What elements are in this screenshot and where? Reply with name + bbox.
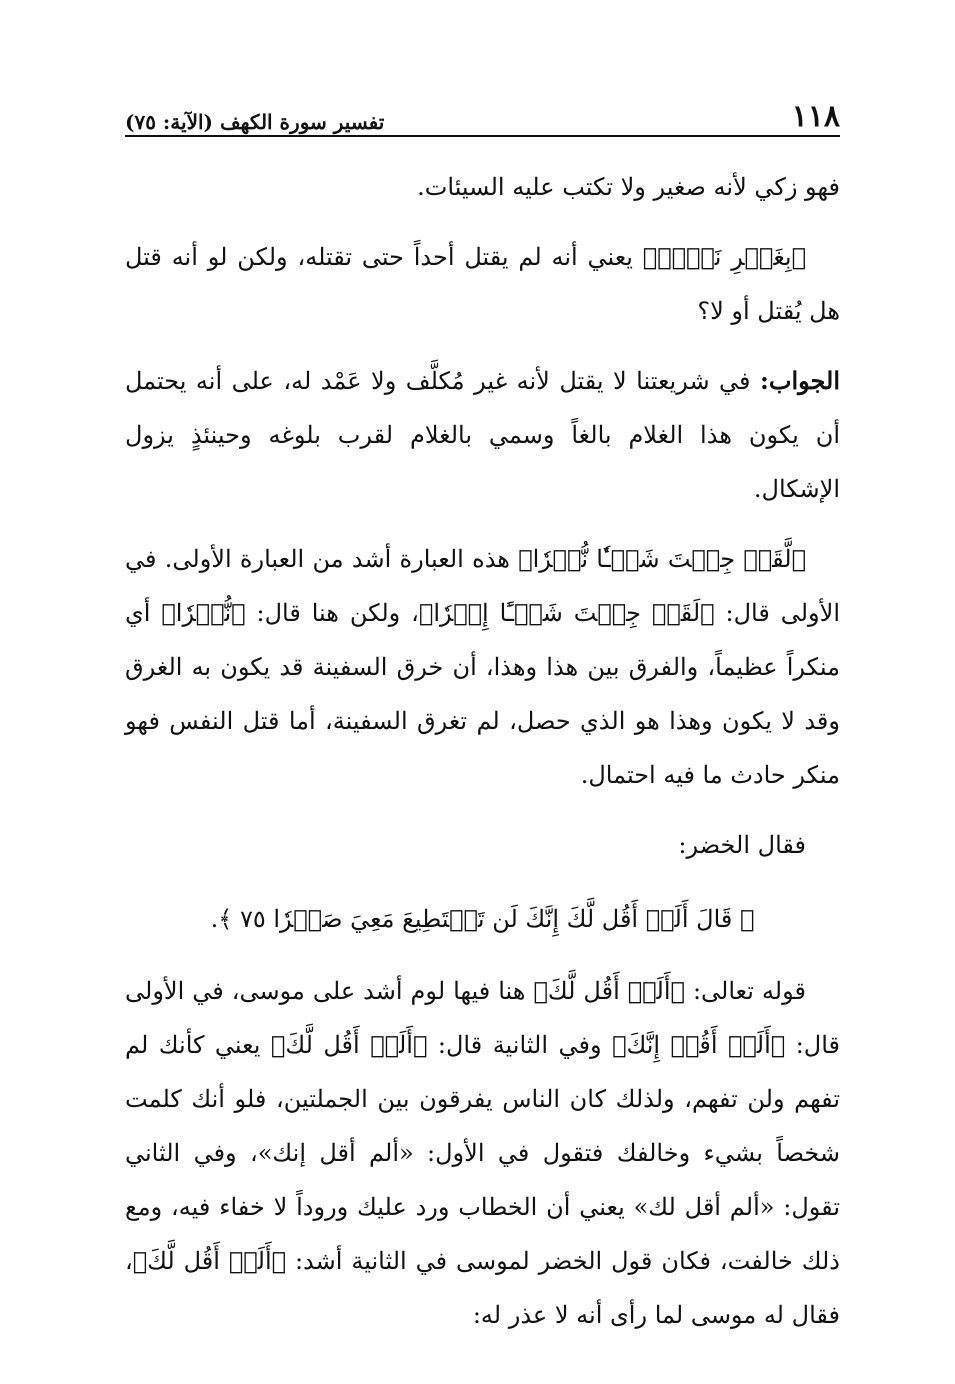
paragraph-4: ﴿لَّقَدۡ جِئۡتَ شَيۡـٔٗا نُّكۡرٗا﴾ هذه العبارة أشد من العبارة الأولى. في الأولى قال: ﴿لَقَدۡ جِئۡتَ شَيۡـًٔا إِمۡرٗا﴾، ولكن هنا قال: ﴿نُّكۡرٗا﴾ أي منكراً عظيماً، والفرق بين هذا وهذا، أن خرق السفينة قد يكون به الغرق وقد لا يكون وهذا هو الذي حصل، لم تغرق السفينة، أما قتل النفس فهو منكر حادث ما فيه احتمال. xyxy=(125,545,840,789)
page-number: ١١٨ xyxy=(791,99,840,134)
paragraph-5: فقال الخضر: xyxy=(678,831,806,859)
paragraph-1: فهو زكي لأنه صغير ولا تكتب عليه السيئات. xyxy=(417,173,840,201)
paragraph-3 xyxy=(125,354,840,516)
page-header xyxy=(125,88,840,132)
answer-label: الجواب: xyxy=(760,366,840,395)
running-title: تفسير سورة الكهف (الآية: ٧٥) xyxy=(125,110,385,134)
header-rule xyxy=(125,135,840,137)
body-text xyxy=(125,160,840,1358)
quran-verse: ﴿ قَالَ أَلَمۡ أَقُل لَّكَ إِنَّكَ لَن تَسۡتَطِيعَ مَعِيَ صَبۡرٗا ٧٥ ﴾. xyxy=(210,905,755,933)
paragraph-3-text: في شريعتنا لا يقتل لأنه غير مُكلَّف ولا عَمْد له، على أنه يحتمل أن يكون هذا الغلام بالغاً وسمي بالغلام لقرب بلوغه وحينئذٍ يزول الإشكال. xyxy=(125,367,840,503)
paragraph-7: قوله تعالى: ﴿أَلَمۡ أَقُل لَّكَ﴾ هنا فيها لوم أشد على موسى، في الأولى قال: ﴿أَلَمۡ أَقُلۡ إِنَّكَ﴾ وفي الثانية قال: ﴿أَلَمۡ أَقُل لَّكَ﴾ يعني كأنك لم تفهم ولن تفهم، ولذلك كان الناس يفرقون بين الجملتين، فلو أنك كلمت شخصاً بشيء وخالفك فتقول في الأول: «ألم أقل إنك»، وفي الثاني تقول: «ألم أقل لك» يعني أن الخطاب ورد عليك وروداً لا خفاء فيه، ومع ذلك خالفت، فكان قول الخضر لموسى في الثانية أشد: ﴿أَلَمۡ أَقُل لَّكَ﴾، فقال له موسى لما رأى أنه لا عذر له: xyxy=(125,977,840,1329)
paragraph-2: ﴿بِغَيۡرِ نَفۡسٖ﴾ يعني أنه لم يقتل أحداً حتى تقتله، ولكن لو أنه قتل هل يُقتل أو لا؟ xyxy=(125,243,840,325)
